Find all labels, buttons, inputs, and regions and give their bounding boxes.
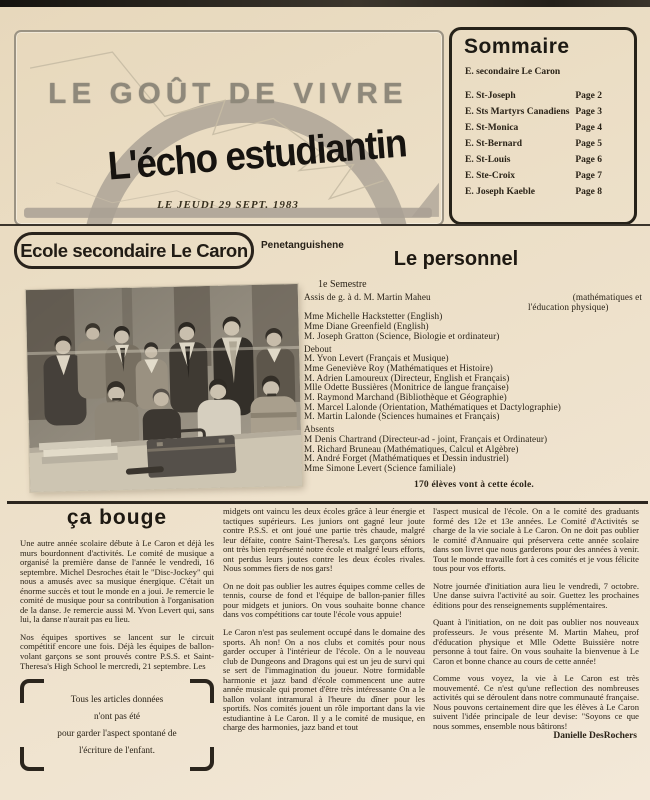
- personnel-line: M. Joseph Gratton (Science, Biologie et ordinateur): [304, 330, 500, 341]
- personnel-line: Mme Diane Greenfield (English): [304, 321, 429, 332]
- article-column-right: [433, 507, 639, 741]
- sommaire-item-page: Page 5: [575, 139, 602, 149]
- article-paragraph: l'aspect musical de l'école. On a le comité des graduants formé des 12e et 13e années. Le Comité d'Activités se charge de la vie sociale à Le Caron. On ne doit pas oublier le comité d'Annuaire qui préservera cette année scolaire dans son livret que nous garderons pour des années à venir. Tout le monde travaille fort à ces comités et je vous félicite tous pour vos efforts.: [433, 506, 639, 574]
- personnel-group-label: Debout: [304, 343, 332, 354]
- sommaire-item: [452, 184, 634, 200]
- article-column-middle: [223, 507, 425, 741]
- staff-photo: [26, 284, 303, 492]
- editor-note-line: n'ont pas été: [93, 712, 141, 723]
- sommaire-item: [452, 88, 634, 104]
- sommaire-item-label: E. St-Monica: [465, 123, 519, 133]
- personnel-line: M. Martin Lalonde (Sciences humaines et Français): [304, 411, 500, 422]
- personnel-title: Le personnel: [393, 248, 519, 270]
- article-paragraph: Nos équipes sportives se lancent sur le circuit compétitif encore une fois. Déjà les équipes de ballon-volant garçons se sont prouvés contre P.S.S. et Saint-Theresa's High School le mercredi, 21 septembre. Les: [20, 631, 214, 671]
- issue-date: LE JEUDI 29 SEPT. 1983: [157, 199, 299, 211]
- sommaire-item: [452, 168, 634, 184]
- personnel-line: l'éducation physique): [528, 301, 609, 312]
- masthead: [14, 30, 444, 226]
- school-name: Ecole secondaire Le Caron: [20, 239, 248, 261]
- sommaire-item-page: Page 8: [575, 187, 602, 197]
- bracket-corner-icon: [190, 679, 214, 703]
- sommaire-item-label: E. St-Joseph: [465, 91, 516, 101]
- personnel-seated-lead: Assis de g. à d. M. Martin Maheu: [304, 292, 431, 302]
- newspaper-subtitle: L'écho estudiantin: [106, 121, 408, 189]
- editor-note-line: Tous les articles données: [70, 695, 164, 706]
- semester-label: 1e Semestre: [318, 279, 367, 290]
- personnel-seated-note: (mathématiques et: [572, 292, 642, 302]
- sommaire-item-page: Page 2: [575, 91, 602, 101]
- sommaire-item-label: E. St-Bernard: [465, 139, 522, 149]
- personnel-line: M. Richard Bruneau (Mathématiques, Calcul et Algèbre): [304, 443, 519, 454]
- bracket-corner-icon: [20, 747, 44, 771]
- school-name-box: [14, 232, 254, 269]
- article-signature: Danielle DesRochers: [553, 731, 637, 742]
- sommaire-item-label: E. Joseph Kaeble: [465, 187, 535, 197]
- sommaire-item: [452, 136, 634, 152]
- personnel-line: M. Raymond Marchand (Bibliothèque et Géographie): [304, 392, 507, 403]
- enrollment-note: 170 élèves vont à cette école.: [414, 479, 534, 490]
- personnel-line: M. Adrien Lamoureux (Directeur, English et Français): [304, 372, 510, 383]
- bracket-corner-icon: [20, 679, 44, 703]
- scan-edge-strip: [0, 0, 650, 7]
- personnel-group-label: Absents: [304, 424, 335, 435]
- sommaire-item-page: Page 6: [575, 155, 602, 165]
- article-paragraph: Comme vous voyez, la vie à Le Caron est très mouvementé. Ce n'est qu'une reflection des nombreuses activités qui se déroulent dans notre communauté française. Nous pouvons certainement dire que les élèves à Le Caron suivent l'idée principale de leur devise: "Soyons ce que nous sommes, ensemble nous bâtirons!: [433, 673, 639, 731]
- school-town: Penetanguishene: [261, 240, 344, 251]
- personnel-line: Mme Simone Levert (Science familiale): [304, 462, 456, 473]
- sommaire-item-label: E. Ste-Croix: [465, 171, 515, 181]
- books-stack: [39, 439, 118, 464]
- personnel-line: M Denis Chartrand (Directeur-ad - joint, Français et Ordinateur): [304, 433, 548, 444]
- section-divider-rule: [0, 224, 650, 226]
- article-paragraph: Notre journée d'initiation aura lieu le vendredi, 7 octobre. Une danse suivra l'activité au soir. Guettez les prochaines éditions pour des renseignements supplémentaires.: [433, 580, 639, 610]
- sommaire-item-page: Page 4: [575, 123, 602, 133]
- sommaire-lead-item: E. secondaire Le Caron: [465, 67, 561, 77]
- sommaire-box: [449, 27, 637, 225]
- sommaire-list: [452, 88, 634, 200]
- personnel-line: Mme Geneviève Roy (Mathématiques et Histoire): [304, 362, 493, 373]
- sommaire-item: [452, 104, 634, 120]
- article-paragraph: Le Caron n'est pas seulement occupé dans le domaine des sports. Ah non! On a nos clubs et comités pour nous garder occuper à l'intérieur de l'école. On a le nouveau club de Dungeons and Dragons qui est un jeu de survi qui se sert de l'immagination du joueur. Notre formidable harmonie et jazz band d'école commencent une autre année musicale qui promet d'être très intéressante On a le ballon volant intramural à l'heure du dîner pour les sportifs. Nos comités jouent un rôle important dans la vie estudiantine à Le Caron. Il y a le comité de musique, en charge des harmonies, jazz band et tout: [223, 627, 425, 733]
- newspaper-title: LE GOÛT DE VIVRE: [48, 78, 408, 110]
- sommaire-item-label: E. Sts Martyrs Canadiens: [465, 107, 570, 117]
- article-divider-rule: [7, 501, 648, 504]
- sommaire-item: [452, 120, 634, 136]
- bracket-corner-icon: [190, 747, 214, 771]
- personnel-line: M. Marcel Lalonde (Orientation, Mathématiques et Dactylographie): [304, 401, 561, 412]
- editor-note-line: pour garder l'aspect spontané de: [57, 729, 177, 740]
- sommaire-item-label: E. St-Louis: [465, 155, 511, 165]
- personnel-line: Mlle Odette Bussières (Monitrice de langue française): [304, 382, 509, 393]
- personnel-line: Mme Michelle Hackstetter (English): [304, 311, 443, 322]
- sommaire-item-page: Page 3: [575, 107, 602, 117]
- sommaire-item: [452, 152, 634, 168]
- editor-note-box: [20, 679, 214, 771]
- article-paragraph: On ne doit pas oublier les autres équipes comme celles de tennis, course de fond et l'équipe de ballon-panier filles pour midgets et juniors. On vous souhaite bonne chance dans vos compétitions car toute l'école vous appuie!: [223, 580, 425, 620]
- article-paragraph: Quant à l'initiation, on ne doit pas oublier nos nouveaux professeurs. Je vous présente M. Martin Maheu, prof d'éducation physique et Mlle Odette Buissière notre personne à tout faire. On vous souhaite la bienvenue à Le Caron et bonne chance au cours de cette année!: [433, 617, 639, 666]
- article-column-left: [20, 539, 214, 771]
- personnel-list: [304, 293, 644, 490]
- personnel-line: M. Yvon Levert (Français et Musique): [304, 353, 449, 364]
- article-title: ça bouge: [66, 506, 168, 529]
- article-paragraph: midgets ont vaincu les deux écoles grâce à leur énergie et tactiques supérieurs. Les juniors ont gagné leur joute contre P.S.S. et ont joué une partie très chaude, malgré leur défaite, contre Saint-Theresa's. Les garçons séniors ont très bien représenté notre école et malgré leurs efforts, ont perdus leurs joutes contre les deux écoles rivales. Nous sommes fiers de nos gars!: [223, 506, 425, 574]
- article-paragraph: Une autre année scolaire débute à Le Caron et déjà les murs bourdonnent d'activités. Le comité de musique a organisé la première danse de l'année le vendredi, 16 septembre. Michel Desroches était le "Disc-Jockey" qui nous a amusés avec sa musique énergique. C'était un énorme succès et tout le monde en a joui. Je remercie le comité de musique pour sa contribution à l'organisation de la danse. Je remercie aussi M. Yvon Levert qui, sans lui, la danse n'aurait pas eu lieu.: [20, 538, 214, 625]
- editor-note-line: l'écriture de l'enfant.: [79, 746, 155, 757]
- personnel-line: M. André Forget (Mathématiques et Dessin industriel): [304, 453, 509, 464]
- staff-photo-graphic: [26, 284, 303, 492]
- sommaire-item-page: Page 7: [575, 171, 602, 181]
- sommaire-title: Sommaire: [464, 35, 570, 58]
